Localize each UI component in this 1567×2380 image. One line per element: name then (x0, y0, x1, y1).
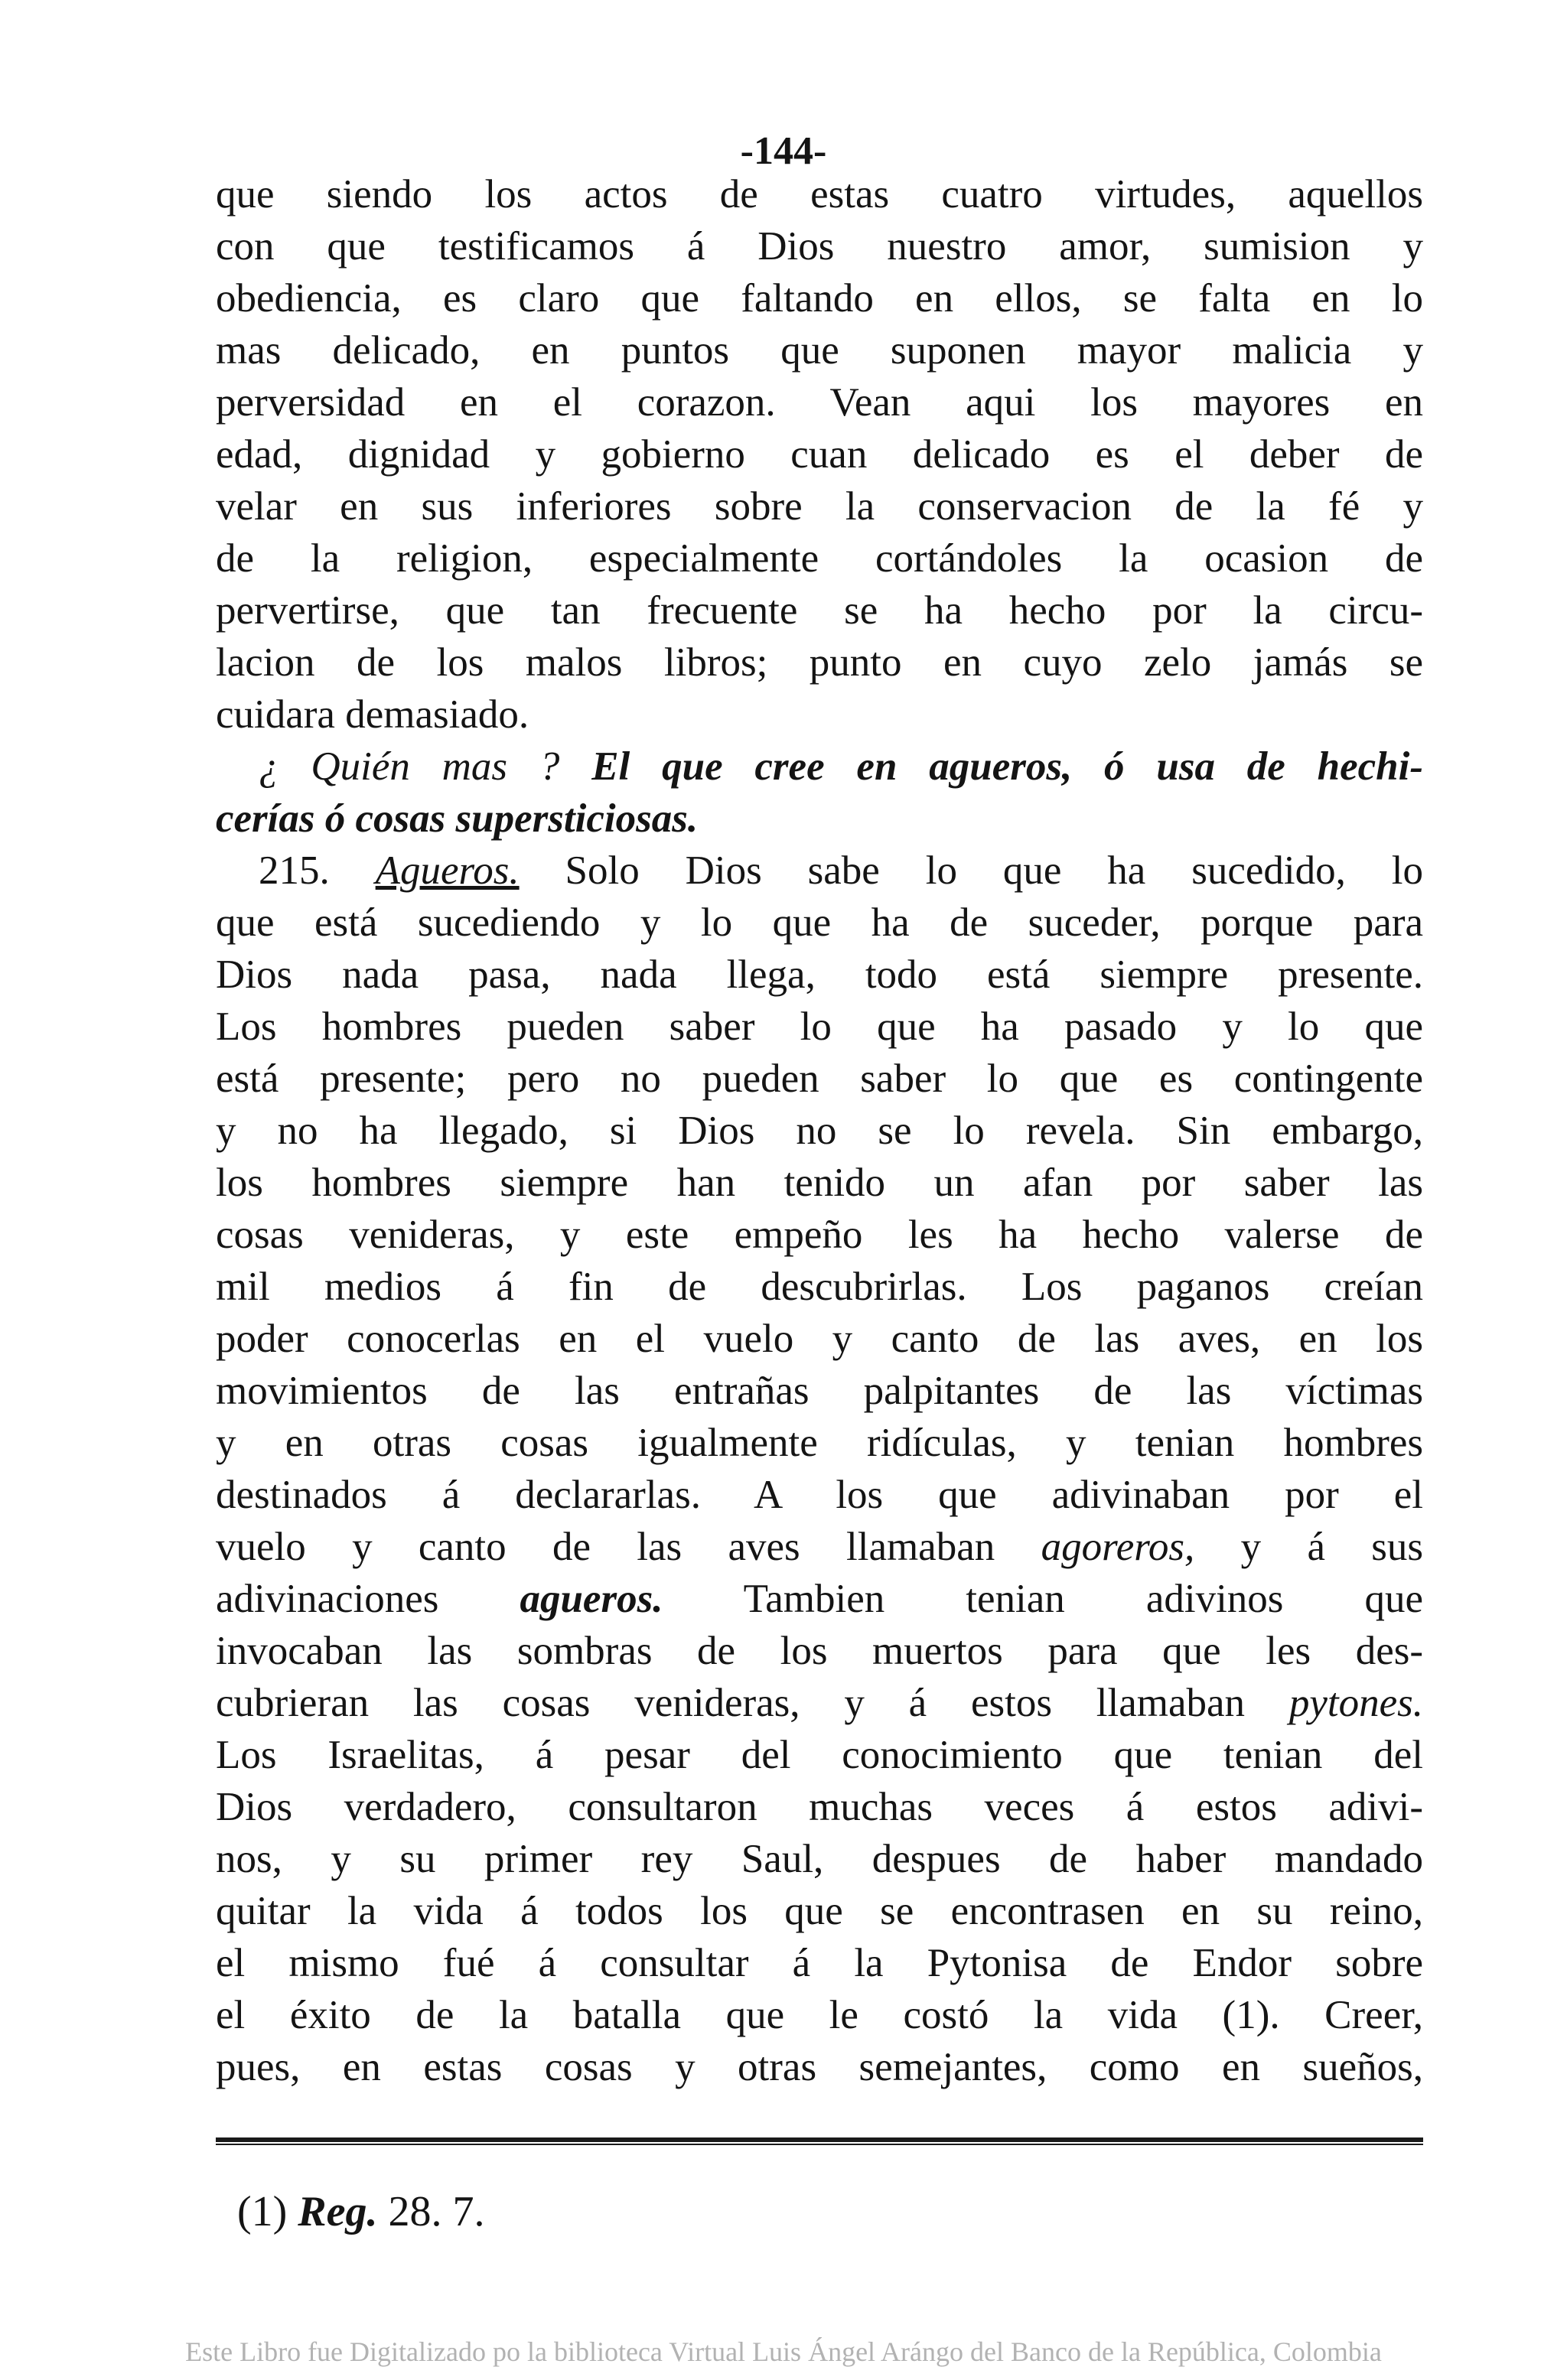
text-line: pues, en estas cosas y otras semejantes, como en sueños, (216, 2045, 1423, 2089)
text-line: velar en sus inferiores sobre la conservacion de la fé y (216, 484, 1423, 529)
answer-line: cerías ó cosas supersticiosas. (216, 796, 699, 841)
footnote-divider (216, 2137, 1423, 2145)
footnote-reference: Reg. (298, 2188, 378, 2235)
text-run: adivinaciones (216, 1577, 439, 1621)
body-text (216, 168, 1423, 2093)
footnote-marker: (1) (237, 2188, 288, 2235)
text-line: quitar la vida á todos los que se encontrasen en su reino, (216, 1889, 1423, 1933)
text-run: cubrieran las cosas venideras, y á estos llamaban (216, 1681, 1246, 1725)
text-line: de la religion, especialmente cortándoles la ocasion de (216, 536, 1423, 581)
text-run: Tambien tenian adivinos que (743, 1577, 1423, 1621)
text-line: que siendo los actos de estas cuatro virtudes, aquellos (216, 172, 1423, 217)
text-line: obediencia, es claro que faltando en ellos, se falta en lo (216, 276, 1423, 321)
text-line: mas delicado, en puntos que suponen mayor malicia y (216, 328, 1423, 373)
text-line: Los Israelitas, á pesar del conocimiento que tenian del (216, 1733, 1423, 1777)
text-line: los hombres siempre han tenido un afan por saber las (216, 1161, 1423, 1205)
italic-term: agoreros, (1041, 1525, 1195, 1569)
text-line: y en otras cosas igualmente ridículas, y tenian hombres (216, 1421, 1423, 1465)
text-line (216, 1677, 1423, 1729)
text-line: mil medios á fin de descubrirlas. Los paganos creían (216, 1265, 1423, 1309)
text-line: edad, dignidad y gobierno cuan delicado es el deber de (216, 432, 1423, 477)
italic-term: agueros. (520, 1577, 663, 1621)
text-line: y no ha llegado, si Dios no se lo revela. Sin embargo, (216, 1109, 1423, 1153)
text-run: y á sus (1240, 1525, 1424, 1569)
italic-term: pytones. (1288, 1681, 1423, 1725)
text-line: cosas venideras, y este empeño les ha hecho valerse de (216, 1213, 1423, 1257)
text-line: poder conocerlas en el vuelo y canto de las aves, en los (216, 1317, 1423, 1361)
text-line: nos, y su primer rey Saul, despues de haber mandado (216, 1837, 1423, 1881)
text-line: invocaban las sombras de los muertos para que les des- (216, 1629, 1423, 1673)
text-line: está presente; pero no pueden saber lo que es contingente (216, 1057, 1423, 1101)
paragraph-number: 215. (259, 848, 330, 893)
text-line: Dios nada pasa, nada llega, todo está siempre presente. (216, 952, 1423, 997)
paragraph-heading: Agueros. (375, 848, 520, 893)
text-line (216, 1521, 1423, 1573)
page-number: -144- (740, 129, 827, 173)
footnote (237, 2186, 485, 2237)
question-text: ¿ Quién mas ? (259, 744, 560, 789)
text-line (216, 1573, 1423, 1625)
text-line: cuidara demasiado. (216, 692, 529, 737)
text-run: vuelo y canto de las aves llamaban (216, 1525, 995, 1569)
text-line: destinados á declararlas. A los que adivinaban por el (216, 1473, 1423, 1517)
text-line: Dios verdadero, consultaron muchas veces á estos adivi- (216, 1785, 1423, 1829)
footnote-numbers: 28. 7. (388, 2188, 485, 2235)
digitization-watermark: Este Libro fue Digitalizado po la biblioteca Virtual Luis Ángel Arángo del Banco de la República, Colombia (185, 2336, 1382, 2367)
text-line: lacion de los malos libros; punto en cuyo zelo jamás se (216, 640, 1423, 685)
question-line (216, 741, 1423, 793)
text-line: Los hombres pueden saber lo que ha pasado y lo que (216, 1004, 1423, 1049)
text-line: perversidad en el corazon. Vean aqui los mayores en (216, 380, 1423, 425)
text-line: pervertirse, que tan frecuente se ha hecho por la circu- (216, 588, 1423, 633)
text-line: que está sucediendo y lo que ha de suceder, porque para (216, 900, 1423, 945)
answer-text: El que cree en agueros, ó usa de hechi- (591, 744, 1423, 789)
text-line: el éxito de la batalla que le costó la vida (1). Creer, (216, 1993, 1423, 2037)
text-line: el mismo fué á consultar á la Pytonisa de Endor sobre (216, 1941, 1423, 1985)
text-line: movimientos de las entrañas palpitantes de las víctimas (216, 1369, 1423, 1413)
paragraph-215-first-line (216, 845, 1423, 897)
text-line: con que testificamos á Dios nuestro amor, sumision y (216, 224, 1423, 269)
text-run: Solo Dios sabe lo que ha sucedido, lo (565, 848, 1423, 893)
